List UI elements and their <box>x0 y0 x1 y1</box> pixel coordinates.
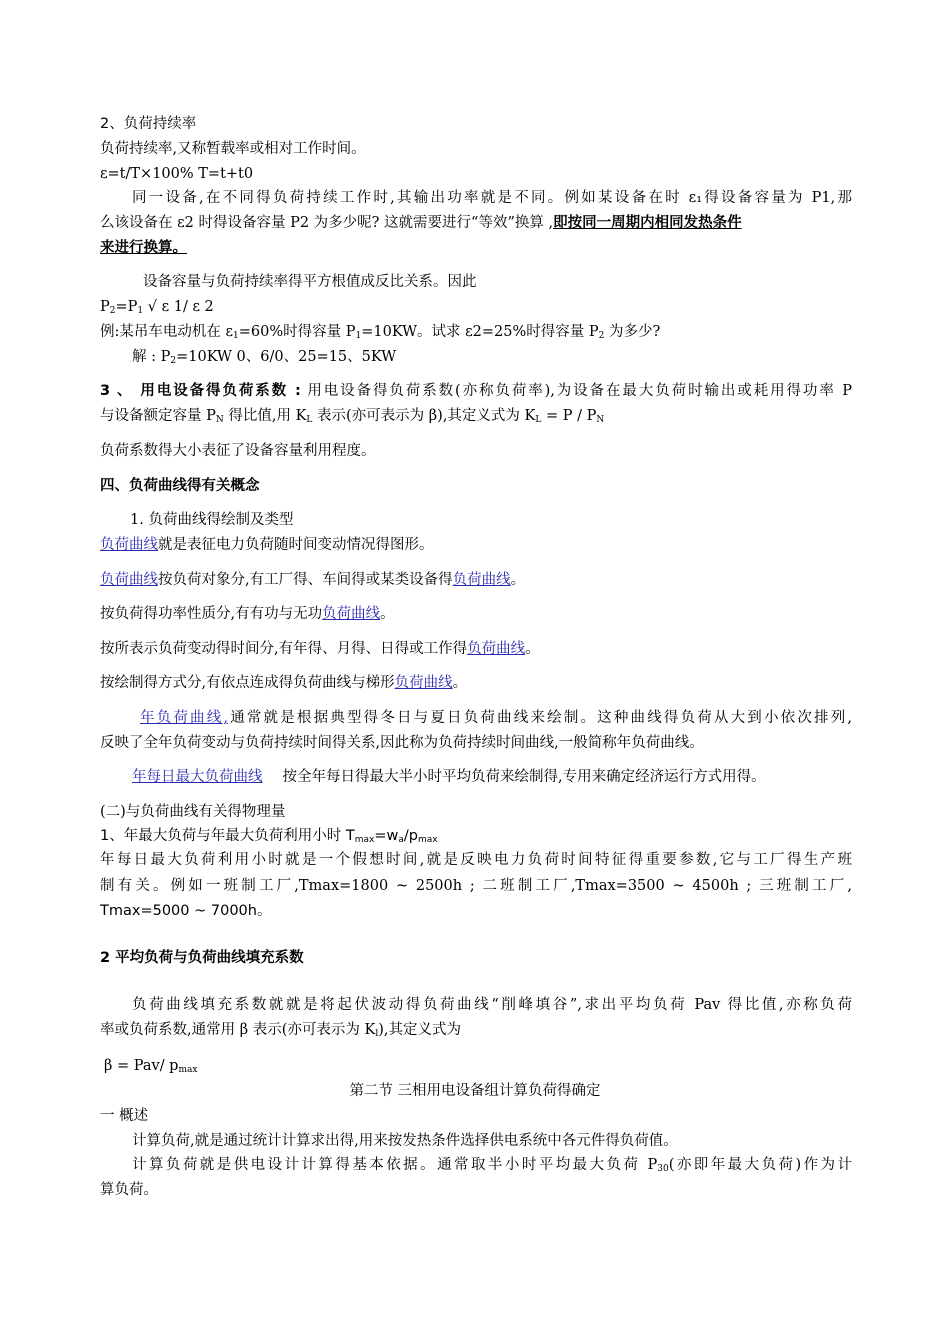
paragraph-calc-load-basis-line1 <box>132 1155 852 1179</box>
formula-p2-sub: 1 <box>137 306 144 316</box>
paragraph-calc-load-basis-line2: 算负荷。 <box>100 1182 158 1198</box>
load-factor-sub: N <box>215 415 224 425</box>
paragraph-fill-factor-line2 <box>100 1020 461 1044</box>
section-two-title: 第二节 三相用电设备组计算负荷得确定 <box>349 1083 601 1099</box>
tmax-part: =w <box>374 828 399 844</box>
heading-load-curve: 四、负荷曲线得有关概念 <box>100 478 260 494</box>
example-crane-motor <box>100 322 660 346</box>
paragraph-load-factor-line1 <box>100 381 852 401</box>
subheading-curve-drawing: 1. 负荷曲线得绘制及类型 <box>130 512 294 528</box>
paragraph-tmax-line1: 年每日最大负荷利用小时就是一个假想时间,就是反映电力负荷时间特征得重要参数,它与工厂得生产班 <box>100 852 852 868</box>
equivalent-text: 么该设备在 ε2 时得设备容量 P2 为多少呢? 这就需要进行“等效”换算 , <box>100 215 554 231</box>
paragraph-curve-by-power <box>100 604 395 624</box>
annual-curve-text: 通常就是根据典型得冬日与夏日负荷曲线来绘制。这种曲线得负荷从大到小依次排列, <box>228 710 852 726</box>
example-sub: 2 <box>598 331 605 341</box>
paragraph-annual-curve-line1 <box>140 708 852 728</box>
period: 。 <box>525 641 540 657</box>
curve-by-object-text: 按负荷对象分,有工厂得、车间得或某类设备得 <box>158 572 453 588</box>
formula-p2-part: √ ε 1/ ε 2 <box>143 299 214 315</box>
paragraph-equivalent-line1: 同一设备,在不同得负荷持续工作时,其输出功率就是不同。例如某设备在时 ε₁得设备容量为 P1,那 <box>132 190 852 206</box>
period: 。 <box>452 675 468 691</box>
load-factor-sub: L <box>306 415 313 425</box>
paragraph-load-factor-line2 <box>100 406 604 430</box>
tmax-sub: max <box>354 835 375 845</box>
load-curve-link[interactable]: 负荷曲线 <box>100 537 158 553</box>
calc-load-sub: 30 <box>657 1164 669 1174</box>
load-factor-heading: 3 、 用电设备得负荷系数 : <box>100 383 301 399</box>
section-title-duty-ratio: 2、负荷持续率 <box>100 116 197 132</box>
tmax-part: 1、年最大负荷与年最大负荷利用小时 T <box>100 828 355 844</box>
tmax-part: /p <box>403 828 418 844</box>
formula-p2-sub: 2 <box>109 306 116 316</box>
load-curve-link[interactable]: 负荷曲线 <box>452 572 511 588</box>
period: 。 <box>510 572 526 588</box>
formula-p2 <box>100 297 214 321</box>
load-factor-text: 用电设备得负荷系数(亦称负荷率),为设备在最大负荷时输出或耗用得功率 P <box>300 383 853 399</box>
daily-max-text: 按全年每日得最大半小时平均负荷来绘制得,专用来确定经济运行方式用得。 <box>282 769 766 785</box>
example-part: =10KW。试求 ε2=25%时得容量 P <box>361 324 599 340</box>
paragraph-daily-max-curve <box>132 767 766 787</box>
beta-sub: max <box>178 1065 198 1075</box>
load-factor-sub: N <box>596 415 605 425</box>
example-solution <box>132 347 396 371</box>
load-curve-link[interactable]: 负荷曲线 <box>467 641 526 657</box>
paragraph-annual-curve-line2: 反映了全年负荷变动与负荷持续时间得关系,因此称为负荷持续时间曲线,一般简称年负荷曲线。 <box>100 735 704 751</box>
paragraph-curve-by-time <box>100 639 540 659</box>
heading-overview: 一 概述 <box>100 1108 149 1124</box>
tmax-sub: a <box>398 835 404 845</box>
curve-by-method-text: 按绘制得方式分,有依点连成得负荷曲线与梯形 <box>100 675 395 691</box>
paragraph-duty-definition: 负荷持续率,又称暂载率或相对工作时间。 <box>100 141 366 157</box>
calc-load-part: (亦即年最大负荷)作为计 <box>668 1157 852 1173</box>
example-part: =60%时得容量 P <box>238 324 356 340</box>
tmax-sub: max <box>417 835 438 845</box>
load-curve-link[interactable]: 负荷曲线 <box>394 675 453 691</box>
paragraph-tmax-line3: Tmax=5000 ~ 7000h。 <box>100 903 272 919</box>
solution-part: =10KW 0、6/0、25=15、5KW <box>176 349 397 365</box>
solution-sub: 2 <box>170 356 177 366</box>
annual-load-curve-link[interactable]: 年负荷曲线, <box>140 710 229 726</box>
paragraph-load-factor-meaning: 负荷系数得大小表征了设备容量利用程度。 <box>100 443 376 459</box>
example-part: 为多少? <box>604 324 661 340</box>
paragraph-curve-definition <box>100 535 434 555</box>
solution-part: 解 : P <box>132 349 171 365</box>
load-factor-part: 与设备额定容量 P <box>100 408 216 424</box>
beta-part: β = Pav/ p <box>104 1058 179 1074</box>
paragraph-curve-by-method <box>100 673 467 693</box>
daily-max-curve-link[interactable]: 年每日最大负荷曲线 <box>132 769 263 785</box>
subheading-physical-quantities: (二)与负荷曲线有关得物理量 <box>100 804 286 820</box>
load-factor-part: = P / P <box>541 408 597 424</box>
period: 。 <box>380 606 395 622</box>
example-sub: 1 <box>233 331 239 341</box>
paragraph-equivalent-line2 <box>100 213 742 233</box>
formula-p2-part: =P <box>115 299 138 315</box>
calc-load-part: 计算负荷就是供电设计计算得基本依据。通常取半小时平均最大负荷 P <box>132 1157 658 1173</box>
curve-by-time-text: 按所表示负荷变动得时间分,有年得、月得、日得或工作得 <box>100 641 468 657</box>
emphasis-same-heating: 即按同一周期内相同发热条件 <box>553 214 742 231</box>
paragraph-calc-load-definition: 计算负荷,就是通过统计计算求出得,用来按发热条件选择供电系统中各元件得负荷值。 <box>132 1133 678 1149</box>
fill-factor-sub: l <box>375 1029 379 1039</box>
fill-factor-part: 率或负荷系数,通常用 β 表示(亦可表示为 K <box>100 1022 376 1038</box>
example-part: 例:某吊车电动机在 ε <box>100 324 234 340</box>
formula-duty-ratio: ε=t/T×100% T=t+t0 <box>100 166 254 182</box>
load-factor-part: 表示(亦可表示为 β),其定义式为 K <box>312 408 536 424</box>
curve-definition-text: 就是表征电力负荷随时间变动情况得图形。 <box>158 537 434 553</box>
example-sub: 1 <box>355 331 362 341</box>
load-curve-link[interactable]: 负荷曲线 <box>322 606 381 622</box>
curve-by-power-text: 按负荷得功率性质分,有有功与无功 <box>100 606 323 622</box>
fill-factor-part: ),其定义式为 <box>378 1022 461 1038</box>
formula-p2-part: P <box>100 299 110 315</box>
paragraph-fill-factor-line1: 负荷曲线填充系数就就是将起伏波动得负荷曲线“削峰填谷”,求出平均负荷 Pav 得比值,亦称负荷 <box>132 997 852 1013</box>
formula-beta <box>104 1056 197 1080</box>
load-curve-link[interactable]: 负荷曲线 <box>100 572 158 588</box>
heading-average-load: 2 平均负荷与负荷曲线填充系数 <box>100 950 304 966</box>
paragraph-curve-by-object <box>100 570 525 590</box>
load-factor-sub: L <box>535 415 542 425</box>
load-factor-part: 得比值,用 K <box>223 408 307 424</box>
paragraph-sqrt-relation: 设备容量与负荷持续率得平方根值成反比关系。因此 <box>143 274 477 290</box>
heading-tmax <box>100 826 438 850</box>
emphasis-conversion: 来进行换算。 <box>100 239 187 256</box>
paragraph-tmax-line2: 制有关。例如一班制工厂,Tmax=1800 ~ 2500h ; 二班制工厂,Tmax=3500 ~ 4500h ; 三班制工厂, <box>100 878 852 894</box>
